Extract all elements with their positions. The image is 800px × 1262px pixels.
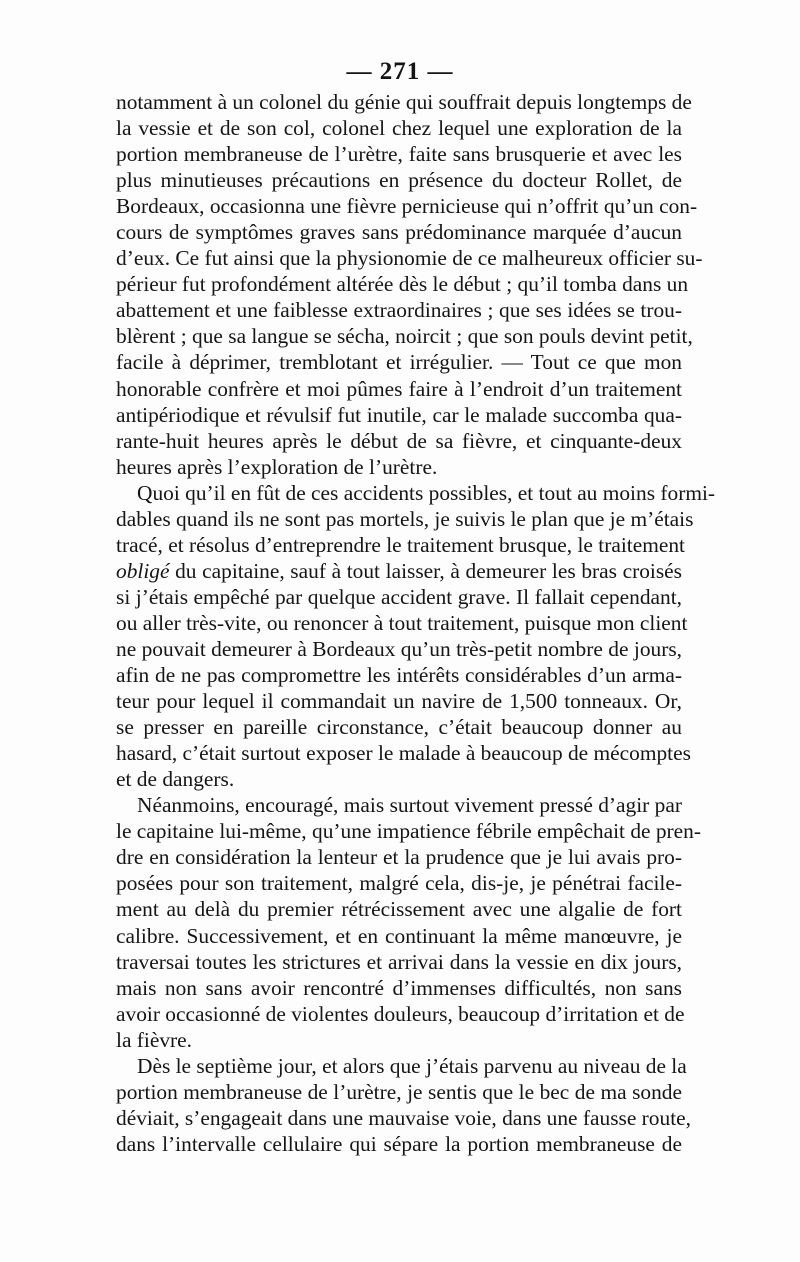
text-line-italic-start bbox=[116, 558, 682, 584]
text-line: d’eux. Ce fut ainsi que la physionomie de ce malheureux officier su- bbox=[116, 246, 703, 271]
text-line: avoir occasionné de violentes douleurs, beaucoup d’irritation et de bbox=[116, 1001, 685, 1026]
text-line: cours de symptômes graves sans prédominance marquée d’aucun bbox=[116, 220, 682, 245]
body-text bbox=[116, 89, 716, 1157]
paragraph-2 bbox=[116, 480, 716, 793]
text-line: rante-huit heures après le début de sa fièvre, et cinquante-deux bbox=[116, 428, 682, 453]
text-line: ou aller très-vite, ou renoncer à tout traitement, puisque mon client bbox=[116, 610, 688, 635]
text-line: afin de ne pas compromettre les intérêts considérables d’un arma- bbox=[116, 663, 682, 688]
text-line: plus minutieuses précautions en présence du docteur Rollet, de bbox=[116, 168, 682, 193]
text-line: facile à déprimer, tremblotant et irrégulier. — Tout ce que mon bbox=[116, 350, 682, 375]
text-line: dables quand ils ne sont pas mortels, je suivis le plan que je m’étais bbox=[116, 506, 694, 531]
text-line: antipériodique et révulsif fut inutile, car le malade succomba qua- bbox=[116, 402, 682, 427]
text-line: mais non sans avoir rencontré d’immenses difficultés, non sans bbox=[116, 975, 682, 1000]
text-line: déviait, s’engageait dans une mauvaise voie, dans une fausse route, bbox=[116, 1105, 691, 1130]
paragraph-1 bbox=[116, 89, 703, 480]
text-line: se presser en pareille circonstance, c’était beaucoup donner au bbox=[116, 715, 682, 740]
text-line: heures après l’exploration de l’urètre. bbox=[116, 454, 438, 479]
text-line: honorable confrère et moi pûmes faire à l’endroit d’un traitement bbox=[116, 376, 682, 401]
text-line: et de dangers. bbox=[116, 767, 235, 792]
text-line: hasard, c’était surtout exposer le malade à beaucoup de mécomptes bbox=[116, 741, 691, 766]
text-line: teur pour lequel il commandait un navire de 1,500 tonneaux. Or, bbox=[116, 689, 682, 714]
text-line: calibre. Successivement, et en continuant la même manœuvre, je bbox=[116, 923, 682, 948]
text-line: ment au delà du premier rétrécissement avec une algalie de fort bbox=[116, 897, 682, 922]
text-line: Dès le septième jour, et alors que j’étais parvenu au niveau de la bbox=[137, 1053, 687, 1078]
text-line: Néanmoins, encouragé, mais surtout vivement pressé d’agir par bbox=[137, 793, 682, 818]
text-line: abattement et une faiblesse extraordinaires ; que ses idées se trou- bbox=[116, 298, 682, 323]
page-number: — 271 — bbox=[346, 58, 454, 85]
paragraph-3 bbox=[116, 792, 701, 1052]
text-line: portion membraneuse de l’urètre, faite sans brusquerie et avec les bbox=[116, 142, 682, 167]
emphasis-word: obligé bbox=[116, 558, 170, 583]
text-line: traversai toutes les strictures et arrivai dans la vessie en dix jours, bbox=[116, 949, 682, 974]
text-line: Bordeaux, occasionna une fièvre pernicieuse qui n’offrit qu’un con- bbox=[116, 194, 698, 219]
text-line: notamment à un colonel du génie qui souffrait depuis longtemps de bbox=[116, 90, 692, 114]
text-line-rest: du capitaine, sauf à tout laisser, à demeurer les bras croisés bbox=[169, 558, 682, 583]
text-line: si j’étais empêché par quelque accident grave. Il fallait cependant, bbox=[116, 584, 682, 609]
text-line: tracé, et résolus d’entreprendre le traitement brusque, le traitement bbox=[116, 532, 685, 557]
text-line: posées pour son traitement, malgré cela, dis-je, je pénétrai facile- bbox=[116, 871, 682, 896]
text-line: blèrent ; que sa langue se sécha, noircit ; que son pouls devint petit, bbox=[116, 324, 693, 349]
text-line: dre en considération la lenteur et la prudence que je lui avais pro- bbox=[116, 845, 682, 870]
paragraph-4 bbox=[116, 1053, 691, 1157]
text-line: périeur fut profondément altérée dès le début ; qu’il tomba dans un bbox=[116, 272, 689, 297]
text-line: Quoi qu’il en fût de ces accidents possibles, et tout au moins formi- bbox=[137, 480, 716, 505]
text-line: le capitaine lui-même, qu’une impatience fébrile empêchait de pren- bbox=[116, 819, 701, 844]
text-line: portion membraneuse de l’urètre, je sentis que le bec de ma sonde bbox=[116, 1079, 682, 1104]
text-line: la fièvre. bbox=[116, 1027, 193, 1052]
text-line: dans l’intervalle cellulaire qui sépare la portion membraneuse de bbox=[116, 1131, 682, 1156]
text-line: ne pouvait demeurer à Bordeaux qu’un très-petit nombre de jours, bbox=[116, 636, 682, 661]
text-line: la vessie et de son col, colonel chez lequel une exploration de la bbox=[116, 116, 682, 141]
